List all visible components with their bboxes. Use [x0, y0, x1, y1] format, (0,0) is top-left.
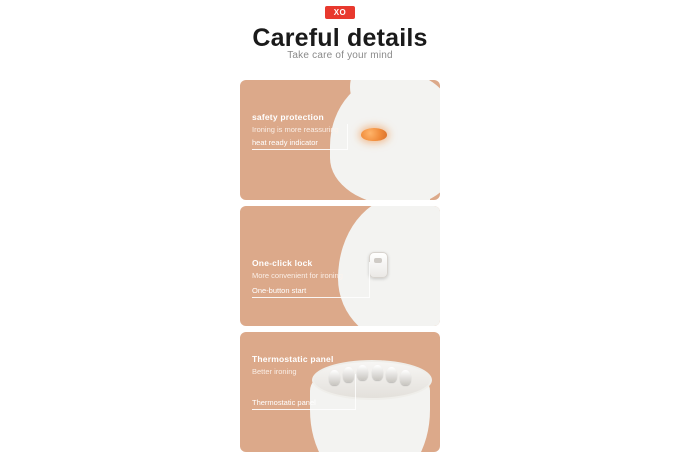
page-subtitle: Take care of your mind	[287, 50, 393, 61]
panel-caption-one-click-lock	[252, 258, 343, 280]
product-neck-shape	[378, 148, 430, 200]
callout-leader-line	[252, 297, 370, 298]
callout-leader-riser	[347, 124, 348, 150]
callout-label: Thermostatic panel	[252, 398, 316, 407]
callout-leader-line	[252, 149, 348, 150]
heat-ready-indicator-light	[361, 128, 387, 141]
page-title: Careful details	[252, 24, 428, 52]
steam-nozzle-group	[322, 362, 418, 390]
caption-title: Thermostatic panel	[252, 354, 334, 364]
feature-panel-safety-protection	[240, 80, 440, 200]
callout-label: One-button start	[252, 286, 307, 295]
panel-caption-thermostatic-panel	[252, 354, 334, 376]
caption-title: safety protection	[252, 112, 324, 122]
steam-nozzle	[357, 365, 368, 380]
one-button-start-control	[369, 252, 388, 278]
product-handle-shape	[384, 234, 424, 326]
steam-nozzle	[400, 370, 411, 385]
callout-leader-riser	[355, 374, 356, 410]
callout-leader-line	[252, 409, 356, 410]
caption-subtitle: Ironing is more reassuring	[252, 125, 339, 134]
callout-leader-riser	[369, 262, 370, 298]
steam-nozzle	[343, 367, 354, 382]
panel-caption-safety-protection	[252, 112, 339, 134]
caption-subtitle: Better ironing	[252, 367, 297, 376]
steam-nozzle	[386, 367, 397, 382]
steam-nozzle	[372, 365, 383, 380]
brand-logo-text: XO	[333, 7, 347, 17]
feature-panel-one-click-lock	[240, 206, 440, 326]
callout-label: heat ready indicator	[252, 138, 318, 147]
feature-panel-thermostatic-panel	[240, 332, 440, 452]
caption-title: One-click lock	[252, 258, 313, 268]
brand-logo	[325, 6, 355, 19]
caption-subtitle: More convenient for ironing	[252, 271, 343, 280]
